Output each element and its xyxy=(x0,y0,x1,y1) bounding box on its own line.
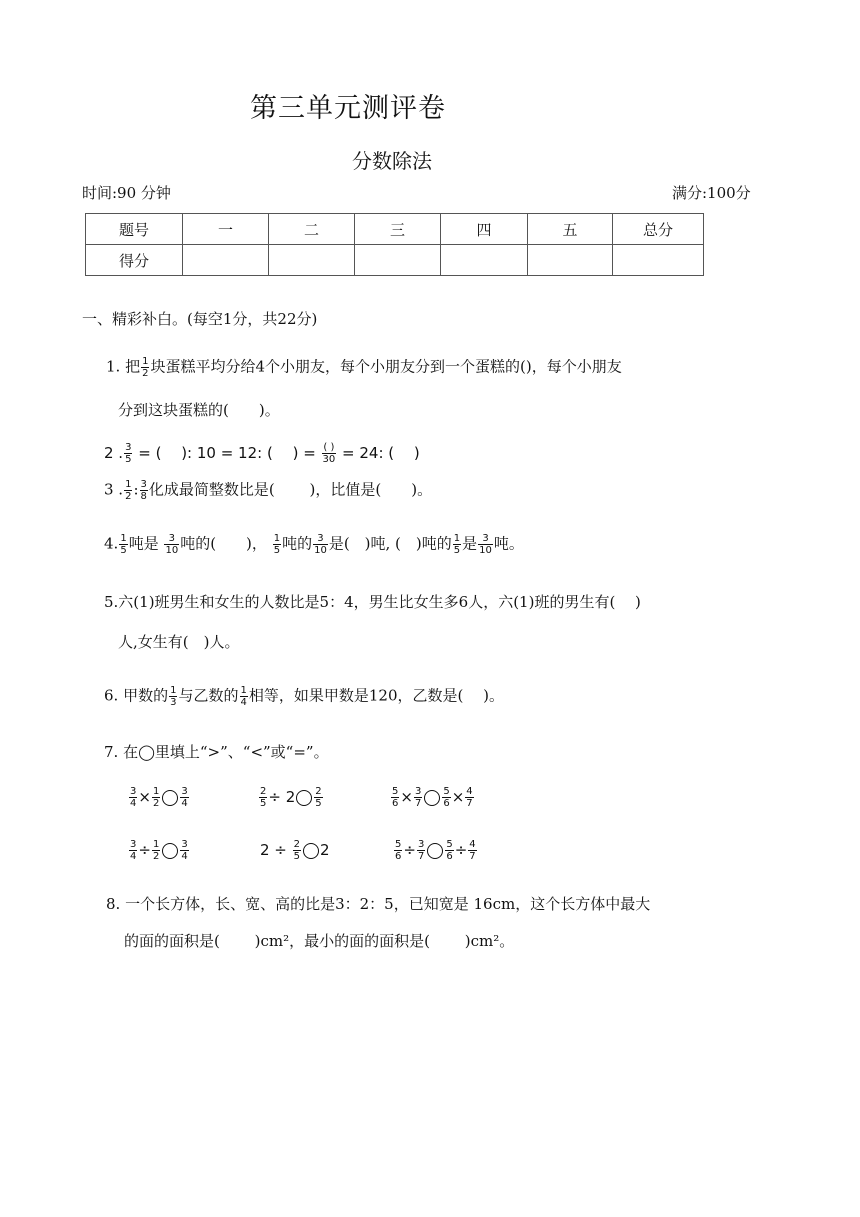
fraction: $\frac{1}{4}$ xyxy=(240,685,247,708)
q1-num: 1. xyxy=(106,357,121,376)
question-8-line-2: 的面的面积是( )cm²，最小的面的面积是( )cm²。 xyxy=(124,932,515,950)
time-limit: 时间:90 分钟 xyxy=(82,184,171,202)
fraction: $\frac{5}{6}$ xyxy=(446,839,453,862)
fraction: $\frac{1}{5}$ xyxy=(453,533,461,556)
fraction: $\frac{3}{7}$ xyxy=(414,786,422,809)
q6-text: 与乙数的 xyxy=(178,686,239,705)
question-3 xyxy=(104,479,432,502)
operand: 2 ÷ xyxy=(260,841,292,859)
score-cell[interactable] xyxy=(355,245,441,276)
question-4 xyxy=(104,533,524,556)
row-label: 得分 xyxy=(86,245,183,276)
q4-text: 是 xyxy=(462,534,478,553)
fraction: $\frac{3}{4}$ xyxy=(181,839,188,862)
q6-text: 甲数的 xyxy=(123,686,169,705)
answer-circle[interactable] xyxy=(427,843,443,859)
fraction: $\frac{5}{6}$ xyxy=(443,786,450,809)
fraction: $\frac{3}{5}$ xyxy=(125,442,132,465)
fraction: $\frac{( )}{30}$ xyxy=(322,442,336,465)
question-1-line-2: 分到这块蛋糕的( )。 xyxy=(118,401,280,419)
fraction: $\frac{3}{4}$ xyxy=(130,786,137,809)
q4-text: 吨。 xyxy=(493,534,524,553)
fraction: $\frac{3}{4}$ xyxy=(130,839,137,862)
answer-circle[interactable] xyxy=(162,790,178,806)
fraction: $\frac{4}{7}$ xyxy=(466,786,473,809)
operator: × xyxy=(400,788,413,806)
fraction: $\frac{3}{4}$ xyxy=(181,786,188,809)
score-cell[interactable] xyxy=(183,245,269,276)
score-table xyxy=(85,213,704,276)
fraction: $\frac{2}{5}$ xyxy=(315,786,322,809)
q4-text: 吨的 xyxy=(282,534,313,553)
fraction: $\frac{5}{6}$ xyxy=(392,786,399,809)
q4-text: 吨的( )， xyxy=(180,534,272,553)
page-title: 第三单元测评卷 xyxy=(250,93,446,124)
q6-text: 相等，如果甲数是120，乙数是( )。 xyxy=(248,686,504,705)
score-table-header-row xyxy=(86,214,704,245)
score-cell[interactable] xyxy=(441,245,528,276)
header-cell: 题号 xyxy=(86,214,183,245)
q2-text: = ( ): 10 = 12: ( ) = xyxy=(133,444,321,462)
q2-text: = 24: ( ) xyxy=(337,444,420,462)
answer-circle[interactable] xyxy=(424,790,440,806)
question-7-title: 7. 在◯里填上“>”、“<”或“=”。 xyxy=(104,743,329,761)
operand: 2 xyxy=(320,841,330,859)
fraction: $\frac{5}{6}$ xyxy=(395,839,402,862)
compare-item-c xyxy=(390,786,475,809)
fraction: $\frac{3}{10}$ xyxy=(165,533,179,556)
operator: ÷ xyxy=(454,841,468,859)
compare-item-f xyxy=(393,839,478,862)
fraction: $\frac{3}{7}$ xyxy=(417,839,425,862)
fraction: $\frac{1}{3}$ xyxy=(170,685,177,708)
header-cell: 二 xyxy=(269,214,355,245)
answer-circle[interactable] xyxy=(303,843,319,859)
compare-item-d xyxy=(128,839,190,862)
compare-item-b xyxy=(258,786,324,809)
question-5: 5.六(1)班男生和女生的人数比是5：4，男生比女生多6人，六(1)班的男生有( ) xyxy=(104,593,641,611)
header-cell: 一 xyxy=(183,214,269,245)
q3-num: 3 . xyxy=(104,480,124,499)
q3-text: : xyxy=(133,480,139,499)
fraction: $\frac{3}{10}$ xyxy=(479,533,492,556)
header-cell: 五 xyxy=(528,214,613,245)
compare-item-a xyxy=(128,786,190,809)
question-6 xyxy=(104,685,504,708)
answer-circle[interactable] xyxy=(296,790,312,806)
operator: × xyxy=(138,788,151,806)
fraction: $\frac{2}{5}$ xyxy=(260,786,267,809)
page-subtitle: 分数除法 xyxy=(352,149,432,173)
q6-num: 6. xyxy=(104,686,119,705)
q2-num: 2 . xyxy=(104,444,124,462)
score-cell[interactable] xyxy=(613,245,704,276)
fraction: $\frac{1}{5}$ xyxy=(273,533,281,556)
operator: ÷ xyxy=(138,841,151,859)
score-cell[interactable] xyxy=(269,245,355,276)
question-1 xyxy=(106,356,622,379)
fraction: $\frac{1}{2}$ xyxy=(152,839,160,862)
fraction: $\frac{1}{2}$ xyxy=(142,356,149,379)
q4-num: 4. xyxy=(104,534,119,553)
fraction: $\frac{2}{5}$ xyxy=(293,839,301,862)
header-cell: 四 xyxy=(441,214,528,245)
full-score: 满分:100分 xyxy=(672,184,751,202)
operator: ÷ xyxy=(403,841,416,859)
fraction: $\frac{3}{8}$ xyxy=(140,479,147,502)
compare-item-e xyxy=(260,839,330,862)
section-1-title: 一、精彩补白。(每空1分，共22分) xyxy=(82,310,318,328)
q3-text: 化成最简整数比是( )，比值是( )。 xyxy=(148,480,433,499)
score-table-score-row xyxy=(86,245,704,276)
fraction: $\frac{3}{10}$ xyxy=(314,533,327,556)
fraction: $\frac{4}{7}$ xyxy=(469,839,476,862)
operator: × xyxy=(451,788,465,806)
score-cell[interactable] xyxy=(528,245,613,276)
q1-text: 把 xyxy=(125,357,141,376)
question-8: 8. 一个长方体，长、宽、高的比是3：2：5，已知宽是 16cm，这个长方体中最大 xyxy=(106,895,651,913)
fraction: $\frac{1}{5}$ xyxy=(120,533,127,556)
header-cell: 三 xyxy=(355,214,441,245)
header-cell: 总分 xyxy=(613,214,704,245)
q4-text: 是( )吨, ( )吨的 xyxy=(328,534,452,553)
fraction: $\frac{1}{2}$ xyxy=(152,786,160,809)
q1-text: 块蛋糕平均分给4个小朋友，每个小朋友分到一个蛋糕的()，每个小朋友 xyxy=(150,357,622,376)
answer-circle[interactable] xyxy=(162,843,178,859)
question-5-line-2: 人,女生有( )人。 xyxy=(118,633,240,651)
q4-text: 吨是 xyxy=(128,534,164,553)
operator: ÷ 2 xyxy=(268,788,296,806)
fraction: $\frac{1}{2}$ xyxy=(125,479,132,502)
question-2 xyxy=(104,442,420,465)
